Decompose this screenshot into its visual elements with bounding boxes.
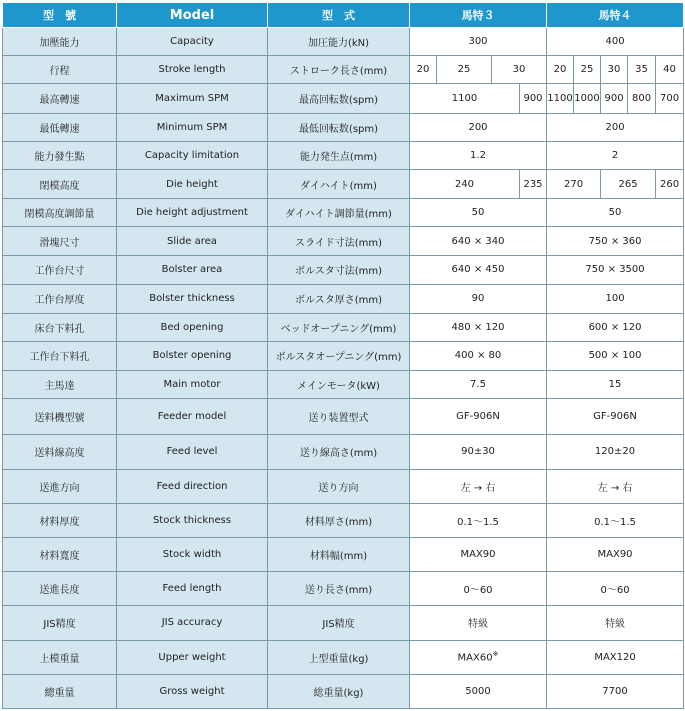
row-label-en: Minimum SPM bbox=[117, 113, 268, 141]
value-model-3: 左 → 右 bbox=[410, 469, 547, 503]
row-label-zh: 最低轉速 bbox=[3, 113, 117, 141]
spec-row bbox=[3, 606, 684, 640]
spec-row bbox=[3, 227, 684, 256]
spec-row bbox=[3, 256, 684, 284]
row-label-en: Stock width bbox=[117, 537, 268, 571]
row-label-jp: スライド寸法(mm) bbox=[268, 227, 410, 256]
row-label-en: Feed direction bbox=[117, 469, 268, 503]
value-model-4: GF-906N bbox=[547, 399, 684, 435]
value-model-3: 640 × 450 bbox=[410, 256, 547, 284]
header-zh: 型 號 bbox=[3, 3, 117, 28]
value-model-3: 1100 bbox=[410, 84, 520, 113]
value-model-4: 30 bbox=[601, 56, 628, 84]
row-label-zh: 工作台尺寸 bbox=[3, 256, 117, 284]
row-label-en: JIS accuracy bbox=[117, 606, 268, 640]
spec-row bbox=[3, 169, 684, 198]
row-label-zh: 送進方向 bbox=[3, 469, 117, 503]
row-label-en: Maximum SPM bbox=[117, 84, 268, 113]
row-label-en: Slide area bbox=[117, 227, 268, 256]
value-model-3: 特級 bbox=[410, 606, 547, 640]
row-label-en: Capacity bbox=[117, 28, 268, 56]
value-model-4: 0～60 bbox=[547, 572, 684, 606]
value-model-4: 2 bbox=[547, 141, 684, 169]
value-model-4: 15 bbox=[547, 371, 684, 399]
row-label-zh: 送料線高度 bbox=[3, 435, 117, 469]
row-label-jp: ダイハイト調節量(mm) bbox=[268, 199, 410, 227]
value-model-4: 40 bbox=[656, 56, 684, 84]
row-label-jp: 材料厚さ(mm) bbox=[268, 503, 410, 537]
value-model-4: 1000 bbox=[574, 84, 601, 113]
row-label-jp: 材料幅(mm) bbox=[268, 537, 410, 571]
value-model-3: 0～60 bbox=[410, 572, 547, 606]
spec-row bbox=[3, 674, 684, 708]
row-label-zh: 送進長度 bbox=[3, 572, 117, 606]
row-label-zh: 工作台厚度 bbox=[3, 284, 117, 313]
row-label-zh: JIS精度 bbox=[3, 606, 117, 640]
value-model-3: MAX90 bbox=[410, 537, 547, 571]
row-label-jp: 送り方向 bbox=[268, 469, 410, 503]
spec-row bbox=[3, 284, 684, 313]
spec-row bbox=[3, 537, 684, 571]
row-label-zh: 閉模高度調節量 bbox=[3, 199, 117, 227]
value-model-3: 300 bbox=[410, 28, 547, 56]
spec-row bbox=[3, 435, 684, 469]
value-model-4: 800 bbox=[628, 84, 656, 113]
row-label-zh: 送料機型號 bbox=[3, 399, 117, 435]
value-model-4: MAX120 bbox=[547, 640, 684, 674]
value-model-3: 900 bbox=[520, 84, 547, 113]
value-model-3: GF-906N bbox=[410, 399, 547, 435]
spec-row bbox=[3, 399, 684, 435]
footnote-mark: ※ bbox=[492, 650, 499, 659]
value-model-4: MAX90 bbox=[547, 537, 684, 571]
spec-row bbox=[3, 572, 684, 606]
value-model-3: 1.2 bbox=[410, 141, 547, 169]
value-model-3: 90±30 bbox=[410, 435, 547, 469]
value-model-4: 200 bbox=[547, 113, 684, 141]
value-model-4: 左 → 右 bbox=[547, 469, 684, 503]
row-label-zh: 工作台下料孔 bbox=[3, 341, 117, 370]
spec-row bbox=[3, 313, 684, 341]
row-label-jp: ボルスタオープニング(mm) bbox=[268, 341, 410, 370]
value-model-3: 30 bbox=[492, 56, 547, 84]
row-label-jp: 上型重量(kg) bbox=[268, 640, 410, 674]
row-label-jp: ベッドオープニング(mm) bbox=[268, 313, 410, 341]
row-label-en: Stock thickness bbox=[117, 503, 268, 537]
value-model-3: 235 bbox=[520, 169, 547, 198]
spec-row bbox=[3, 56, 684, 84]
row-label-en: Feed level bbox=[117, 435, 268, 469]
row-label-en: Capacity limitation bbox=[117, 141, 268, 169]
value-model-4: 0.1～1.5 bbox=[547, 503, 684, 537]
row-label-en: Die height bbox=[117, 169, 268, 198]
row-label-jp: 送り線高さ(mm) bbox=[268, 435, 410, 469]
value-model-3: 7.5 bbox=[410, 371, 547, 399]
row-label-jp: 送り装置型式 bbox=[268, 399, 410, 435]
row-label-en: Gross weight bbox=[117, 674, 268, 708]
value-model-4: 265 bbox=[601, 169, 656, 198]
spec-row bbox=[3, 371, 684, 399]
row-label-en: Bolster thickness bbox=[117, 284, 268, 313]
value-model-3: 25 bbox=[437, 56, 492, 84]
value-model-3: 50 bbox=[410, 199, 547, 227]
row-label-zh: 行程 bbox=[3, 56, 117, 84]
row-label-en: Stroke length bbox=[117, 56, 268, 84]
value-model-3: 240 bbox=[410, 169, 520, 198]
row-label-jp: 加圧能力(kN) bbox=[268, 28, 410, 56]
row-label-zh: 上模重量 bbox=[3, 640, 117, 674]
value-model-3: 640 × 340 bbox=[410, 227, 547, 256]
value-model-4: 100 bbox=[547, 284, 684, 313]
value-model-3: 5000 bbox=[410, 674, 547, 708]
header-jp: 型 式 bbox=[268, 3, 410, 28]
value-model-3: MAX60※ bbox=[410, 640, 547, 674]
value-model-4: 270 bbox=[547, 169, 601, 198]
header-model: Model bbox=[117, 3, 268, 28]
row-label-jp: 送り長さ(mm) bbox=[268, 572, 410, 606]
value-model-3: 480 × 120 bbox=[410, 313, 547, 341]
spec-row bbox=[3, 640, 684, 674]
spec-row bbox=[3, 28, 684, 56]
row-label-jp: JIS精度 bbox=[268, 606, 410, 640]
value-model-3: 400 × 80 bbox=[410, 341, 547, 370]
row-label-zh: 材料寬度 bbox=[3, 537, 117, 571]
value-model-4: 500 × 100 bbox=[547, 341, 684, 370]
value-model-4: 700 bbox=[656, 84, 684, 113]
spec-row bbox=[3, 141, 684, 169]
row-label-en: Die height adjustment bbox=[117, 199, 268, 227]
value-model-4: 120±20 bbox=[547, 435, 684, 469]
row-label-jp: ボルスタ厚さ(mm) bbox=[268, 284, 410, 313]
value-model-3: 20 bbox=[410, 56, 437, 84]
row-label-zh: 滑塊尺寸 bbox=[3, 227, 117, 256]
row-label-zh: 主馬達 bbox=[3, 371, 117, 399]
row-label-jp: ストローク長さ(mm) bbox=[268, 56, 410, 84]
row-label-zh: 能力發生點 bbox=[3, 141, 117, 169]
row-label-zh: 床台下料孔 bbox=[3, 313, 117, 341]
spec-row bbox=[3, 199, 684, 227]
row-label-zh: 最高轉速 bbox=[3, 84, 117, 113]
value-model-4: 260 bbox=[656, 169, 684, 198]
value-model-3: 0.1～1.5 bbox=[410, 503, 547, 537]
row-label-en: Upper weight bbox=[117, 640, 268, 674]
value-model-4: 35 bbox=[628, 56, 656, 84]
header-model-3: 馬特３ bbox=[410, 3, 547, 28]
row-label-jp: 最低回転数(spm) bbox=[268, 113, 410, 141]
value-model-4: 750 × 3500 bbox=[547, 256, 684, 284]
value-model-4: 20 bbox=[547, 56, 574, 84]
row-label-en: Bed opening bbox=[117, 313, 268, 341]
row-label-jp: メインモータ(kW) bbox=[268, 371, 410, 399]
row-label-en: Main motor bbox=[117, 371, 268, 399]
value-model-3: 90 bbox=[410, 284, 547, 313]
spec-row bbox=[3, 113, 684, 141]
value-model-4: 1100 bbox=[547, 84, 574, 113]
value-model-3: 200 bbox=[410, 113, 547, 141]
row-label-jp: ダイハイト(mm) bbox=[268, 169, 410, 198]
row-label-zh: 加壓能力 bbox=[3, 28, 117, 56]
value-model-4: 900 bbox=[601, 84, 628, 113]
spec-row bbox=[3, 503, 684, 537]
value-model-4: 25 bbox=[574, 56, 601, 84]
value-model-4: 50 bbox=[547, 199, 684, 227]
row-label-en: Bolster area bbox=[117, 256, 268, 284]
row-label-zh: 材料厚度 bbox=[3, 503, 117, 537]
row-label-en: Bolster opening bbox=[117, 341, 268, 370]
row-label-en: Feed length bbox=[117, 572, 268, 606]
spec-row bbox=[3, 84, 684, 113]
value-model-4: 750 × 360 bbox=[547, 227, 684, 256]
row-label-jp: 総重量(kg) bbox=[268, 674, 410, 708]
row-label-zh: 總重量 bbox=[3, 674, 117, 708]
row-label-jp: 能力発生点(mm) bbox=[268, 141, 410, 169]
spec-row bbox=[3, 469, 684, 503]
row-label-jp: 最高回転数(spm) bbox=[268, 84, 410, 113]
header-row bbox=[3, 3, 684, 28]
header-model-4: 馬特４ bbox=[547, 3, 684, 28]
value-model-4: 特級 bbox=[547, 606, 684, 640]
spec-table bbox=[2, 2, 684, 709]
row-label-en: Feeder model bbox=[117, 399, 268, 435]
spec-row bbox=[3, 341, 684, 370]
row-label-jp: ボルスタ寸法(mm) bbox=[268, 256, 410, 284]
value-model-4: 400 bbox=[547, 28, 684, 56]
row-label-zh: 閉模高度 bbox=[3, 169, 117, 198]
value-model-4: 7700 bbox=[547, 674, 684, 708]
value-model-4: 600 × 120 bbox=[547, 313, 684, 341]
